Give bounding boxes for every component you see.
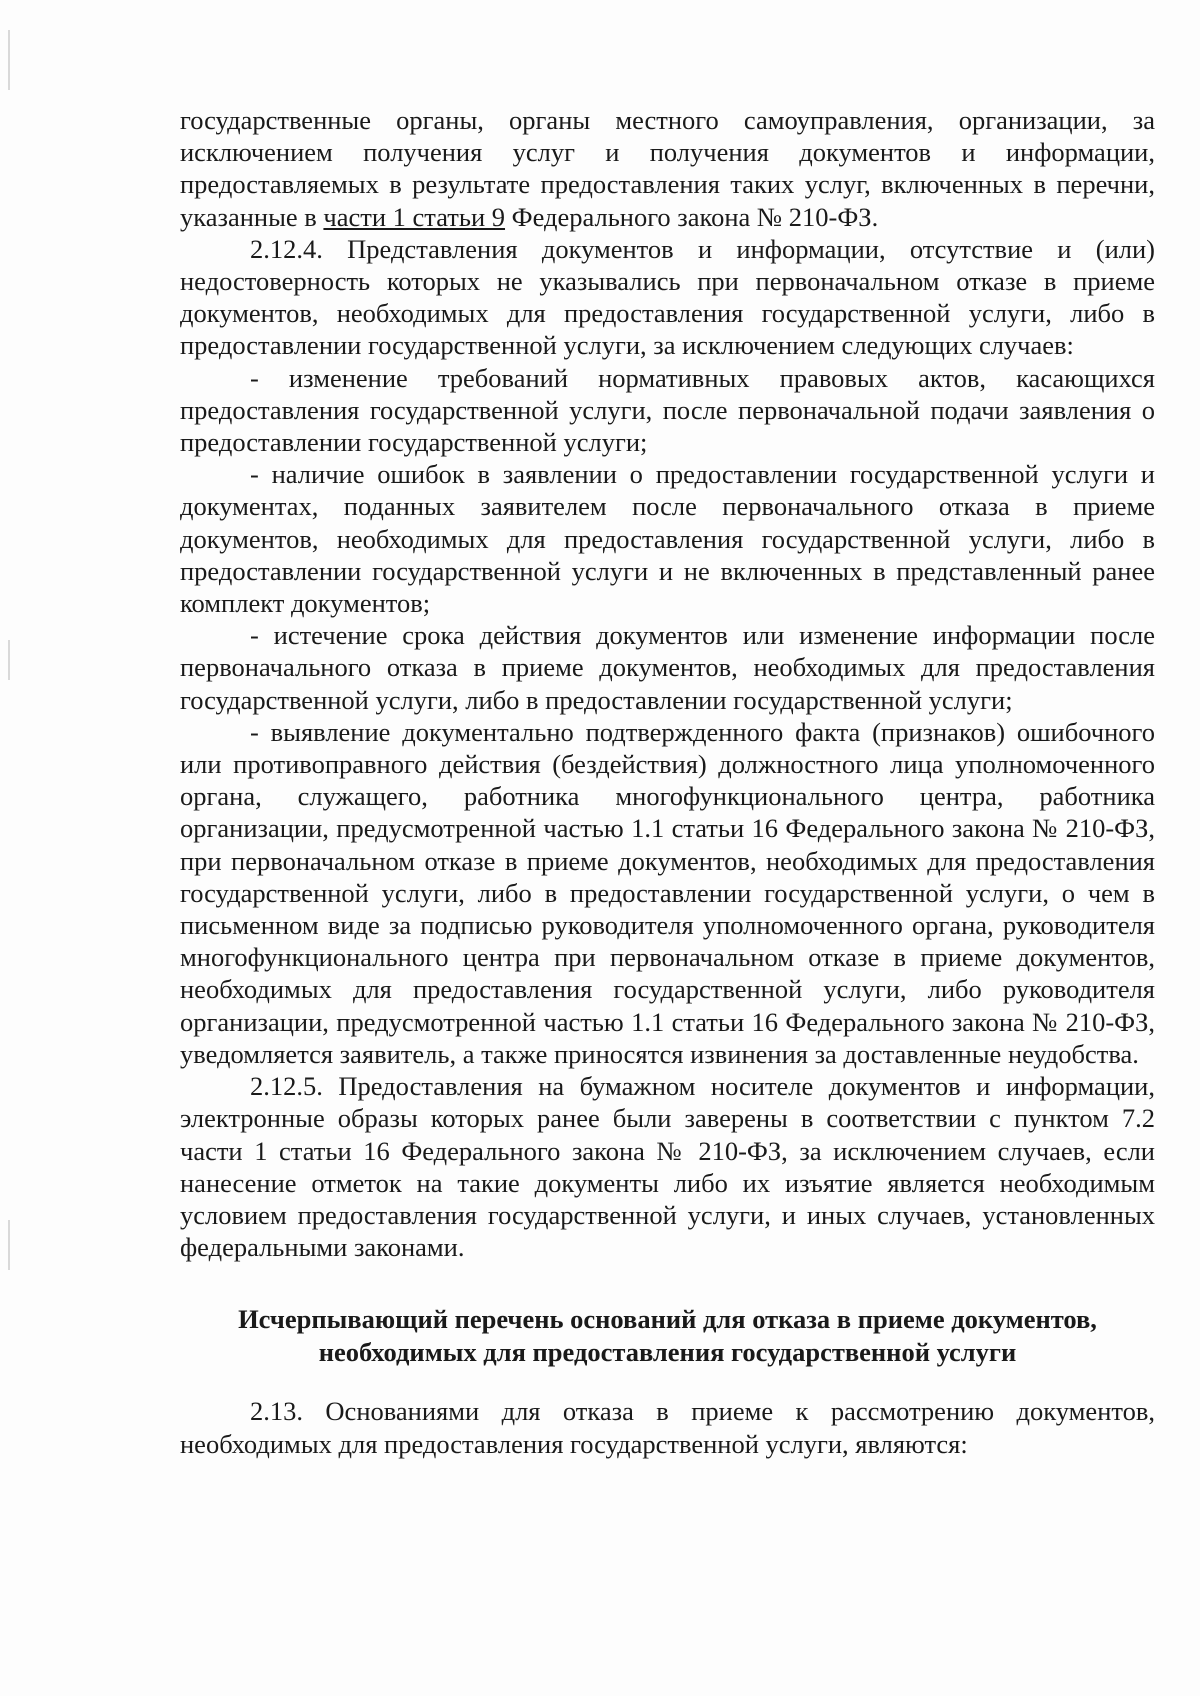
list-item: - выявление документально подтвержденного факта (признаков) ошибочного или противоправного действия (бездействия) должностного лица уполномоченного органа, служащего, работника многофункционального центра, работника организации, предусмотренной частью 1.1 статьи 16 Федерального закона № 210-ФЗ, при первоначальном отказе в приеме документов, необходимых для предоставления государственной услуги, либо в предоставлении государственной услуги, о чем в письменном виде за подписью руководителя уполномоченного органа, руководителя многофункционального центра при первоначальном отказе в приеме документов, необходимых для предоставления государственной услуги, либо руководителя организации, предусмотренной частью 1.1 статьи 16 Федерального закона № 210-ФЗ, уведомляется заявитель, а также приносятся извинения за доставленные неудобства. [180,716,1155,1069]
section-heading [180,1303,1155,1369]
list-item: - наличие ошибок в заявлении о предоставлении государственной услуги и документах, поданных заявителем после первоначального отказа в приеме документов, необходимых для предоставления государственной услуги, либо в предоставлении государственной услуги и не включенных в представленный ранее комплект документов; [180,459,1155,619]
scan-edge-mark [8,640,10,680]
paragraph-2-13: 2.13. Основаниями для отказа в приеме к рассмотрению документов, необходимых для предоставления государственной услуги, являются: [180,1396,1155,1459]
paragraph-text: Федерального закона № 210-ФЗ. [505,201,879,232]
law-reference-link: части 1 статьи 9 [323,201,506,232]
paragraph-2-12-4: 2.12.4. Представления документов и информации, отсутствие и (или) недостоверность которых не указывались при первоначальном отказе в приеме документов, необходимых для предоставления государственной услуги, либо в предоставлении государственной услуги, за исключением следующих случаев: [180,233,1155,361]
paragraph-text: государственные органы, органы местного самоуправления, организации, за исключением получения услуг и получения документов и информации, предоставляемых в результате предоставления таких услуг, включенных в перечни, указанные в [180,105,1155,232]
section-heading-line: Исчерпывающий перечень оснований для отказа в приеме документов, [238,1304,1097,1335]
scan-edge-mark [8,1220,10,1270]
paragraph-2-12-5: 2.12.5. Предоставления на бумажном носителе документов и информации, электронные образы которых ранее были заверены в соответствии с пунктом 7.2 части 1 статьи 16 Федерального закона № 210-ФЗ, за исключением случаев, если нанесение отметок на такие документы либо их изъятие является необходимым условием предоставления государственной услуги, и иных случаев, установленных федеральными законами. [180,1071,1155,1263]
list-item: - изменение требований нормативных правовых актов, касающихся предоставления государственной услуги, после первоначальной подачи заявления о предоставлении государственной услуги; [180,362,1155,458]
section-heading-line: необходимых для предоставления государственной услуги [318,1337,1017,1368]
paragraph-continuation [180,104,1155,233]
list-item: - истечение срока действия документов или изменение информации после первоначального отказа в приеме документов, необходимых для предоставления государственной услуги, либо в предоставлении государственной услуги; [180,620,1155,715]
scan-edge-mark [8,30,10,90]
document-body [180,104,1155,1460]
